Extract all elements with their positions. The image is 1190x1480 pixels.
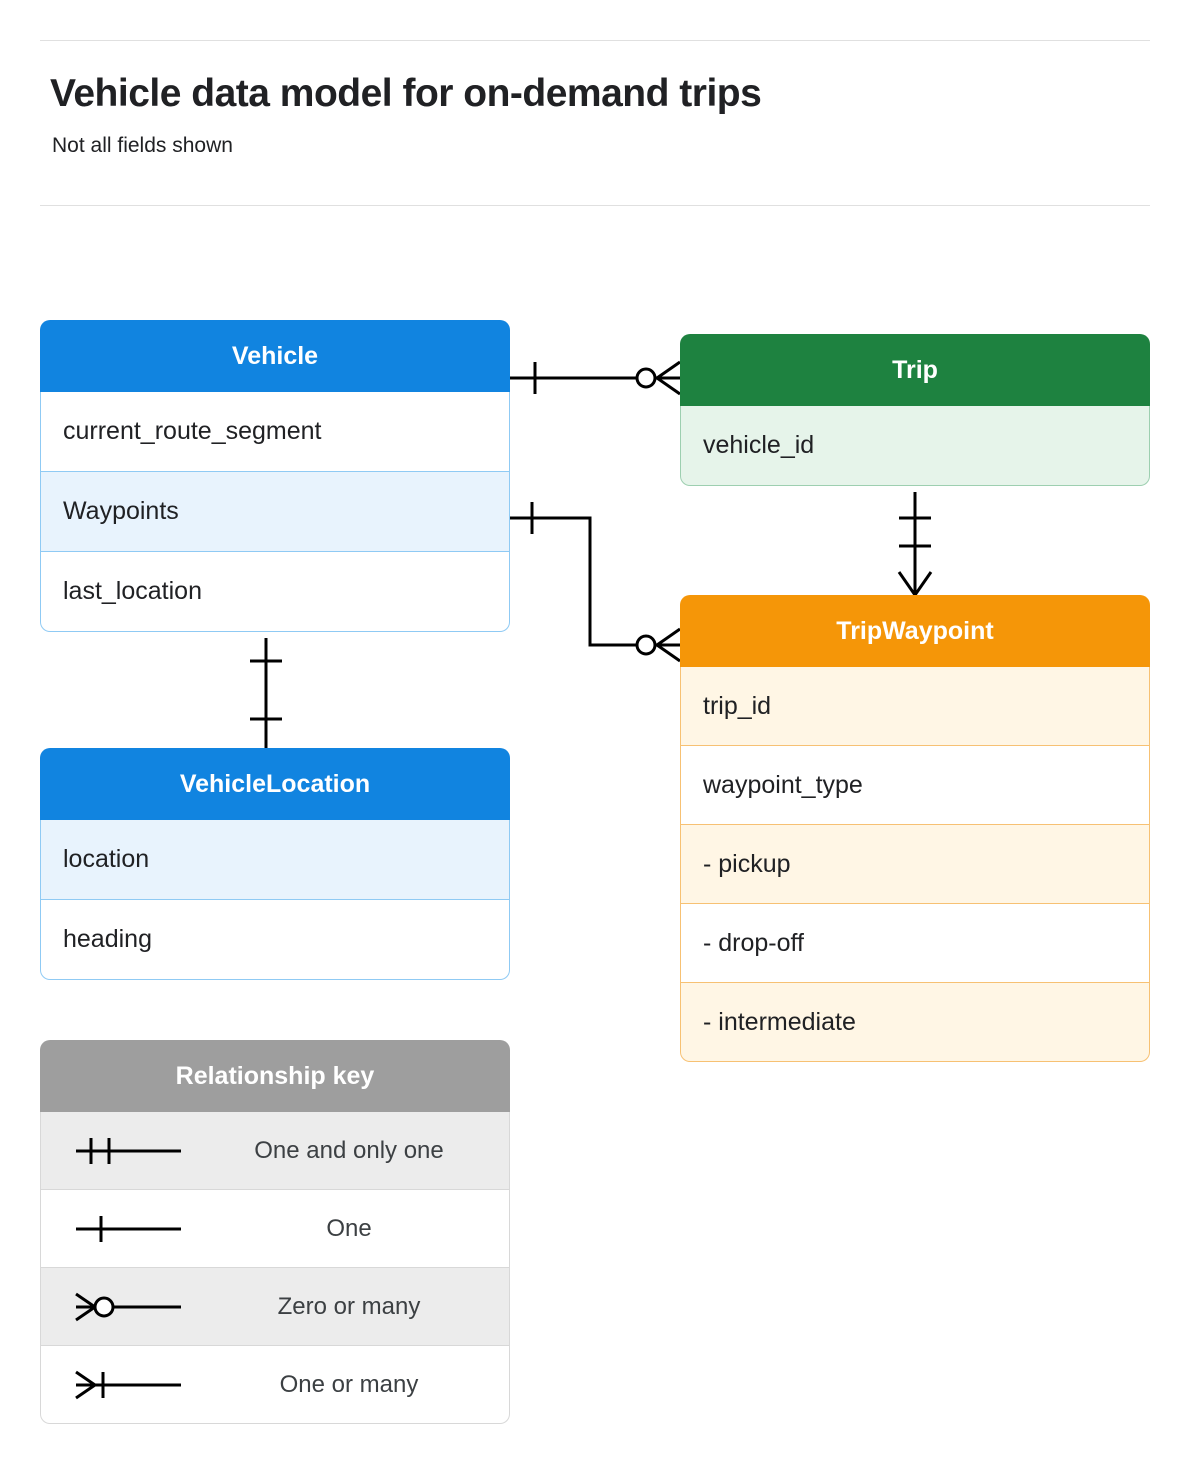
entity-trip-title: Trip [680, 334, 1150, 406]
entity-trip-field: vehicle_id [680, 406, 1150, 486]
legend-item-label: Zero or many [277, 1292, 421, 1320]
legend-title: Relationship key [40, 1040, 510, 1112]
entity-vehicle-field: Waypoints [40, 472, 510, 552]
entity-vehicle-title: Vehicle [40, 320, 510, 392]
entity-trip-waypoint-field: - drop-off [680, 904, 1150, 983]
entity-vehicle-location-field: heading [40, 900, 510, 980]
entity-trip-waypoint-field: - intermediate [680, 983, 1150, 1062]
bottom-divider [40, 205, 1150, 206]
entity-trip-waypoint-field: - pickup [680, 825, 1150, 904]
legend-item-label: One [326, 1214, 372, 1242]
entity-vehicle[interactable] [40, 320, 510, 632]
entity-vehicle-location-field: location [40, 820, 510, 900]
entity-vehicle-location[interactable] [40, 748, 510, 980]
page-title: Vehicle data model for on-demand trips [50, 72, 762, 115]
one-and-only-one-icon [41, 1131, 201, 1171]
one-icon [41, 1209, 201, 1249]
top-divider [40, 40, 1150, 41]
entity-trip-waypoint-field: trip_id [680, 667, 1150, 746]
one-or-many-icon [41, 1365, 201, 1405]
legend-item [40, 1346, 510, 1424]
legend-relationship-key[interactable] [40, 1040, 510, 1424]
zero-or-many-icon [41, 1287, 201, 1327]
entity-trip-waypoint-field: waypoint_type [680, 746, 1150, 825]
legend-item-label: One or many [279, 1370, 419, 1398]
entity-vehicle-field: last_location [40, 552, 510, 632]
legend-item [40, 1268, 510, 1346]
legend-item [40, 1112, 510, 1190]
legend-item-label: One and only one [254, 1136, 444, 1164]
legend-item [40, 1190, 510, 1268]
entity-trip-waypoint-title: TripWaypoint [680, 595, 1150, 667]
entity-trip-waypoint[interactable] [680, 595, 1150, 1062]
page-subtitle: Not all fields shown [52, 134, 233, 157]
entity-trip[interactable] [680, 334, 1150, 486]
entity-vehicle-location-title: VehicleLocation [40, 748, 510, 820]
entity-vehicle-field: current_route_segment [40, 392, 510, 472]
